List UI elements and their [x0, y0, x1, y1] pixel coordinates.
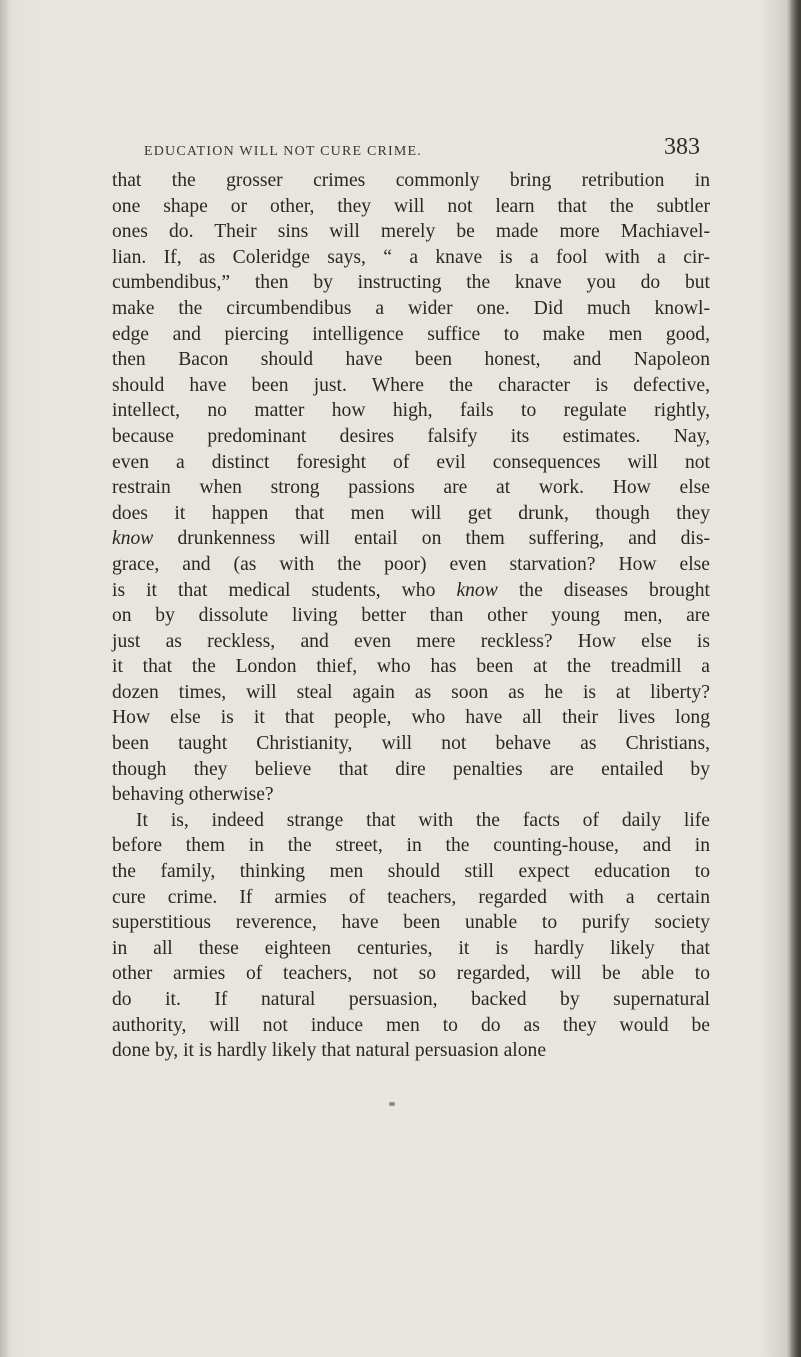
page-edge: [789, 0, 801, 1357]
text-line: How else is it that people, who have all their lives long: [112, 707, 710, 729]
text-line: authority, will not induce men to do as they would be: [112, 1014, 710, 1036]
text-line: then Bacon should have been honest, and Napoleon: [112, 349, 710, 371]
body-text: [112, 168, 710, 1064]
page-number: 383: [664, 134, 700, 160]
text-line: should have been just. Where the character is defective,: [112, 374, 710, 396]
text-line: on by dissolute living better than other young men, are: [112, 605, 710, 627]
ink-speck: [389, 1102, 395, 1106]
text-line: edge and piercing intelligence suffice to make men good,: [112, 323, 710, 345]
text-line: been taught Christianity, will not behave as Christians,: [112, 733, 710, 755]
text-line: intellect, no matter how high, fails to regulate rightly,: [112, 400, 710, 422]
page-header: [140, 134, 700, 164]
text-line: done by, it is hardly likely that natural persuasion alone: [112, 1040, 547, 1062]
text-line: cure crime. If armies of teachers, regarded with a certain: [112, 886, 710, 908]
text-line: know drunkenness will entail on them suffering, and dis-: [112, 528, 710, 550]
text-line: in all these eighteen centuries, it is hardly likely that: [112, 937, 710, 959]
text-line: just as reckless, and even mere reckless? How else is: [112, 630, 710, 652]
text-line: grace, and (as with the poor) even starvation? How else: [112, 553, 710, 575]
text-line: restrain when strong passions are at work. How else: [112, 477, 710, 499]
text-line: cumbendibus,” then by instructing the knave you do but: [112, 272, 710, 294]
text-line: even a distinct foresight of evil consequences will not: [112, 451, 710, 473]
text-line: because predominant desires falsify its estimates. Nay,: [112, 425, 710, 447]
page-gutter-shadow: [0, 0, 10, 1357]
text-line: superstitious reverence, have been unable to purify society: [112, 912, 710, 934]
text-line: the family, thinking men should still expect education to: [112, 861, 710, 883]
text-line: though they believe that dire penalties are entailed by: [112, 758, 710, 780]
text-line: lian. If, as Coleridge says, “ a knave is a fool with a cir-: [112, 246, 710, 268]
text-line: other armies of teachers, not so regarded, will be able to: [112, 963, 710, 985]
running-head: EDUCATION WILL NOT CURE CRIME.: [144, 144, 423, 159]
text-line: before them in the street, in the counting-house, and in: [112, 835, 710, 857]
text-line: it that the London thief, who has been at the treadmill a: [112, 656, 710, 678]
text-line: It is, indeed strange that with the facts of daily life: [136, 809, 710, 831]
text-line: behaving otherwise?: [112, 784, 274, 806]
text-line: one shape or other, they will not learn that the subtler: [112, 195, 710, 217]
text-line: is it that medical students, who know the diseases brought: [112, 579, 710, 601]
text-line: make the circumbendibus a wider one. Did much knowl-: [112, 297, 710, 319]
text-line: does it happen that men will get drunk, though they: [112, 502, 710, 524]
text-line: do it. If natural persuasion, backed by supernatural: [112, 989, 710, 1010]
text-line: dozen times, will steal again as soon as he is at liberty?: [112, 681, 710, 703]
text-line: ones do. Their sins will merely be made more Machiavel-: [112, 221, 710, 243]
text-line: that the grosser crimes commonly bring retribution in: [112, 170, 710, 191]
